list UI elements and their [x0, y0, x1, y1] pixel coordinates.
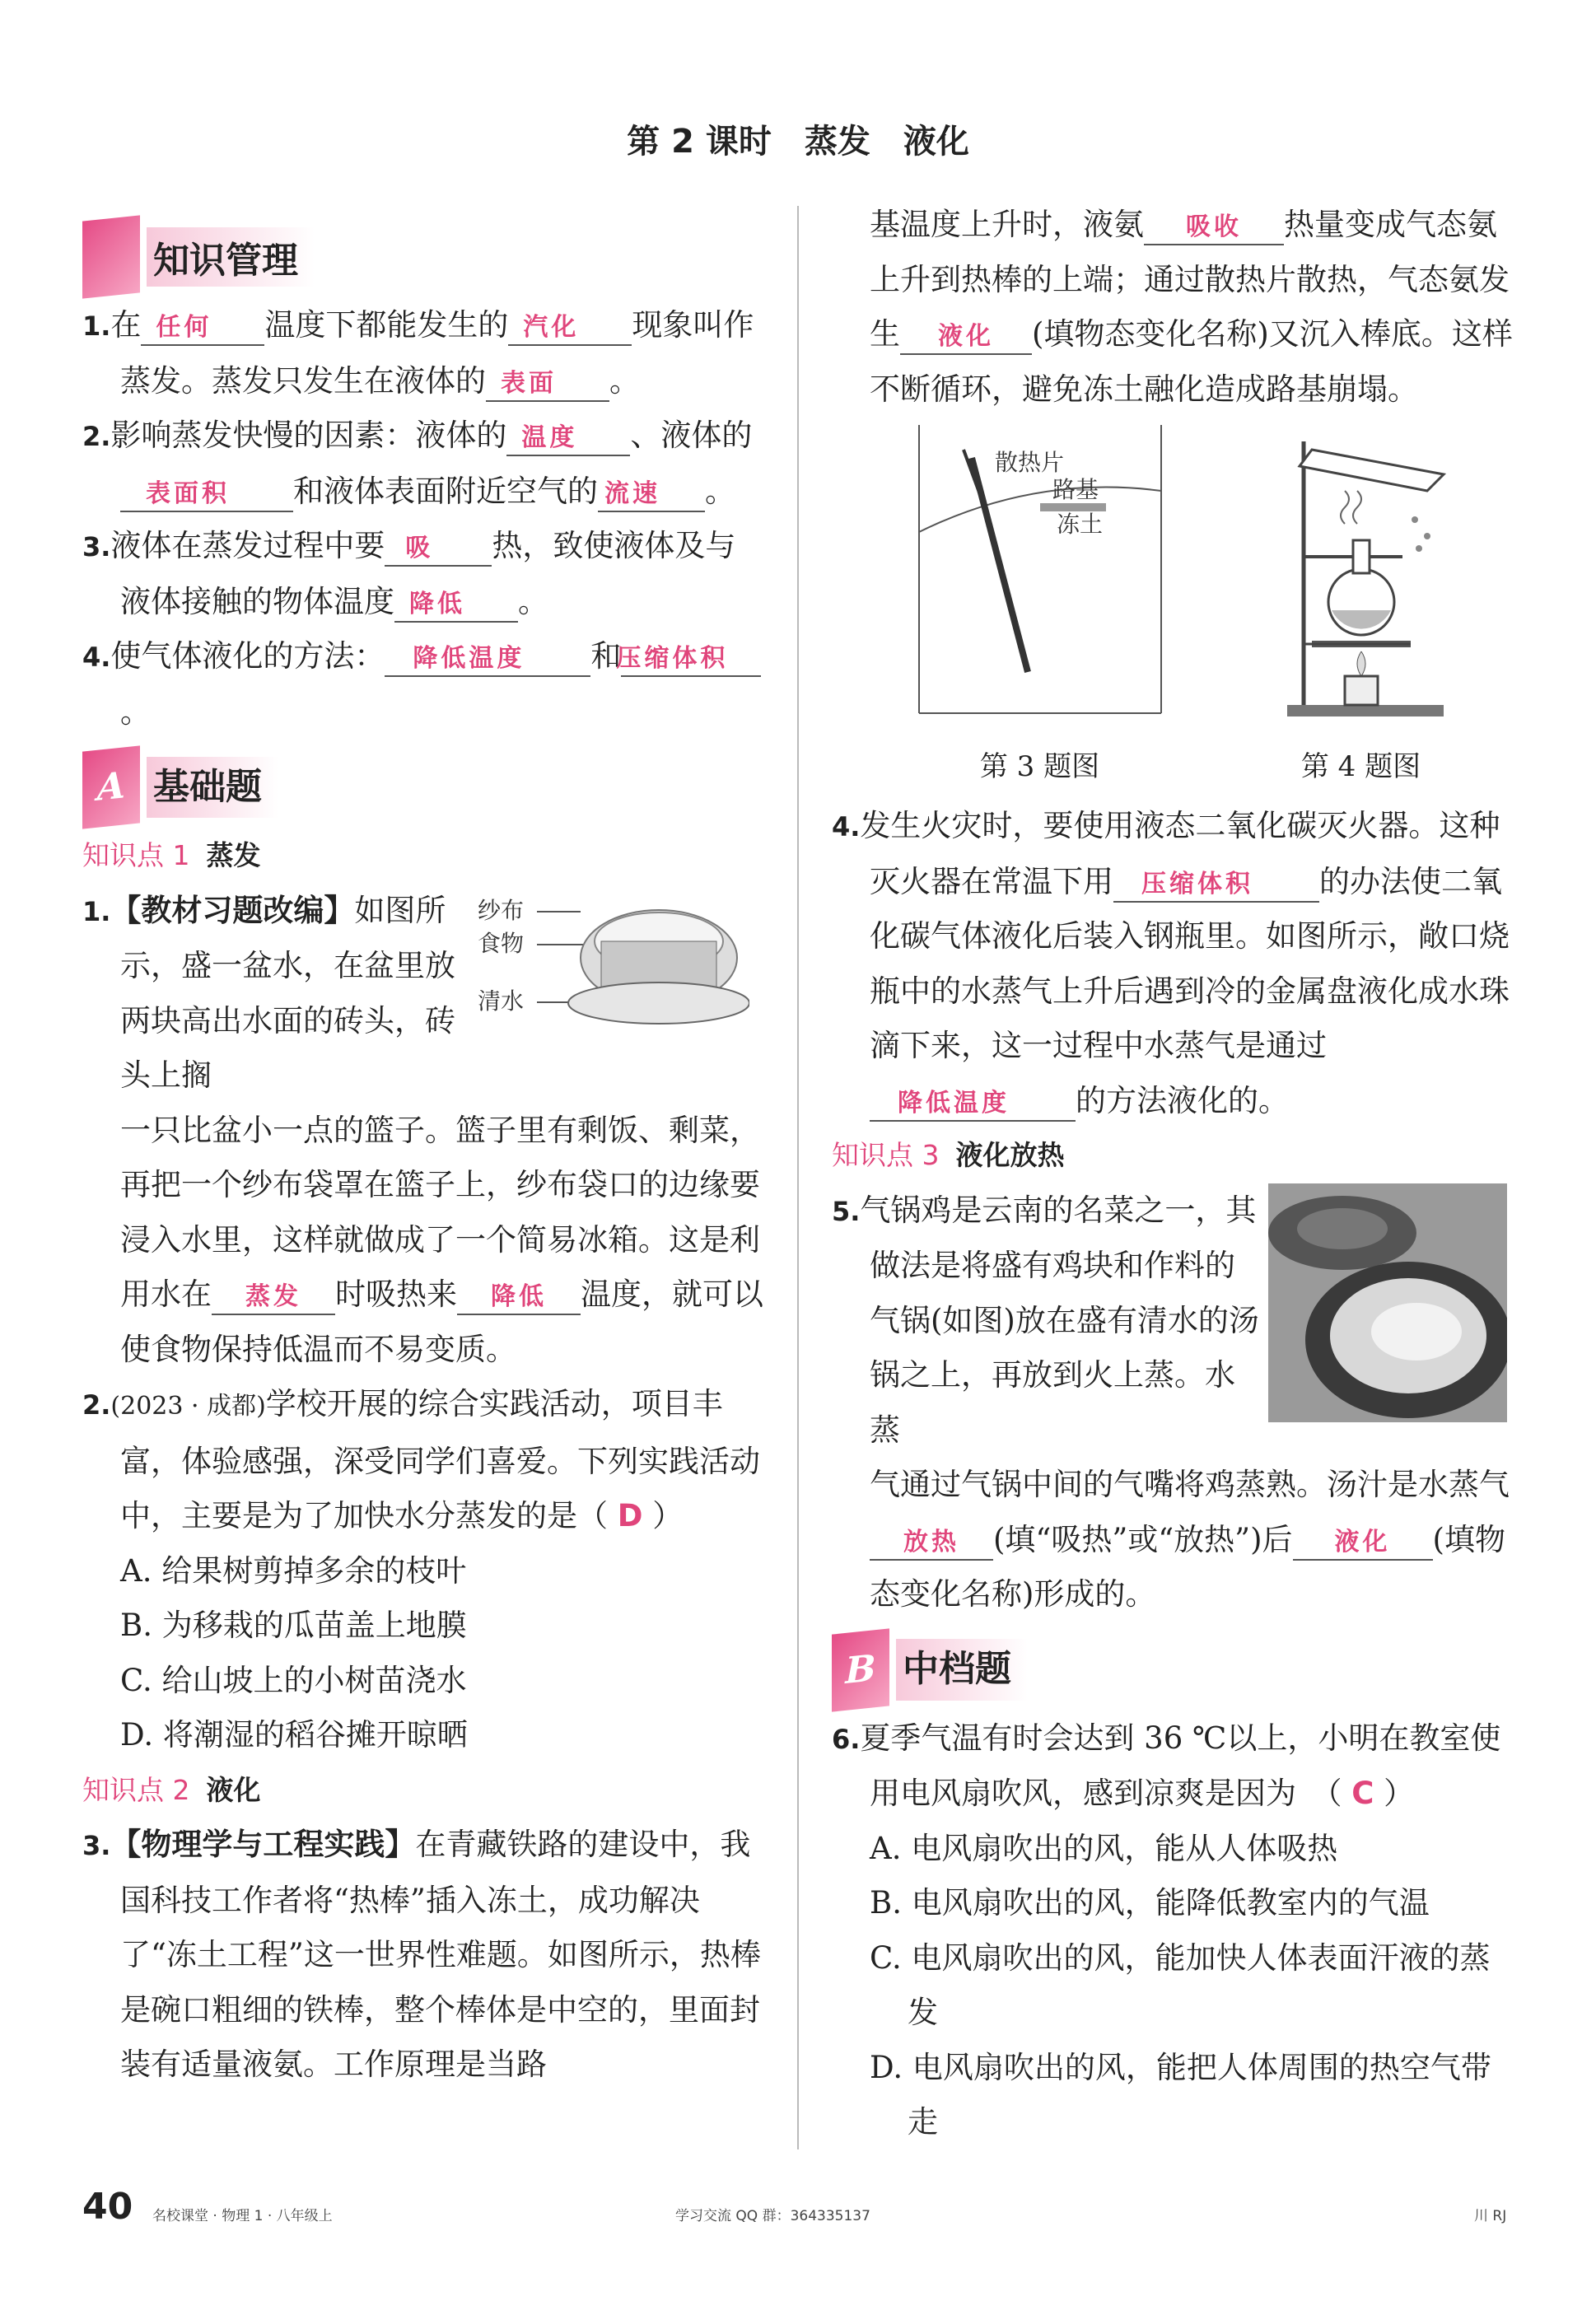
answer-blank: 温度: [506, 422, 630, 456]
option: D. 电风扇吹出的风，能把人体周围的热空气带走: [870, 2049, 1491, 2140]
option: D. 将潮湿的稻谷摊开晾晒: [120, 1717, 468, 1753]
section-letter-a: A: [82, 745, 140, 828]
answer-blank: 表面: [486, 367, 609, 402]
choice-answer: C: [1351, 1776, 1374, 1811]
section-basic: [82, 746, 764, 828]
option: B. 电风扇吹出的风，能降低教室内的气温: [870, 1885, 1430, 1921]
question-5: 5.气锅鸡是云南的名菜之一，其做法是将盛有鸡块和作料的气锅(如图)放在盛有清水的汤锅之上，再放到火上蒸。水蒸 气通过气锅中间的气嘴将鸡蒸熟。汤汁是水蒸气放热 (填“吸热”或“放热”)后 液化 (填物态变化名称)形成的。: [832, 1183, 1515, 1622]
fig-label: 路基: [1052, 476, 1099, 503]
answer-blank: 降低: [457, 1281, 581, 1315]
knowledge-point-2: 知识点 2 液化: [82, 1773, 261, 1806]
knowledge-item-3: 3.液体在蒸发过程中要 吸 热，致使液体及与液体接触的物体温度 降低 。: [82, 519, 764, 629]
column-divider: [797, 206, 799, 2149]
answer-blank: 汽化: [508, 311, 632, 346]
figure-caption: 第 3 题图: [979, 749, 1100, 783]
figures-row: [865, 425, 1507, 794]
figure-4: [1262, 425, 1460, 794]
section-tab-icon: [82, 215, 140, 298]
section-mid: [832, 1629, 1515, 1711]
knowledge-item-4: 4.使气体液化的方法： 降低温度 和压缩体积。: [82, 629, 764, 740]
section-title: 中档题: [896, 1639, 1028, 1701]
option: C. 给山坡上的小树苗浇水: [120, 1662, 467, 1698]
question-1: 1.【教材习题改编】如图所示，盛一盆水，在盆里放两块高出水面的砖头，砖头上搁 纱布 食物 清水 一只比盆小一点的篮子。篮子里有剩饭、剩菜，再把一个纱布袋罩在篮子上，纱布袋口的边缘要浸入水里，这样就做成了一个简易冰箱。这是利用水在 蒸发 时吸热来 降低 温度，就可以使食物保持低温而不易变质。: [82, 884, 764, 1378]
answer-blank: 压缩体积: [1113, 868, 1319, 903]
answer-blank: 任何: [141, 311, 264, 346]
question-2: 2.(2023 · 成都)学校开展的综合实践活动，项目丰富，体验感强，深受同学们喜爱。下列实践活动中，主要是为了加快水分蒸发的是（ D ） A. 给果树剪掉多余的枝叶 B. 为移栽的瓜苗盖上地膜 C. 给山坡上的小树苗浇水 D. 将潮湿的稻谷摊开晾晒: [82, 1377, 764, 1763]
option: C. 电风扇吹出的风，能加快人体表面汗液的蒸发: [870, 1939, 1491, 2030]
knowledge-point-3: 知识点 3 液化放热: [832, 1139, 1065, 1171]
qq-group: 学习交流 QQ 群：364335137: [675, 2208, 870, 2224]
option: A. 电风扇吹出的风，能从人体吸热: [870, 1830, 1338, 1866]
choice-answer: D: [617, 1498, 643, 1533]
knowledge-item-2: 2.影响蒸发快慢的因素：液体的 温度 、液体的表面积 和液体表面附近空气的 流速 。: [82, 408, 764, 519]
answer-blank: 表面积: [120, 478, 293, 512]
answer-blank: 吸收: [1144, 211, 1284, 245]
question-3-continued: 基温度上升时，液氨 吸收 热量变成气态氨上升到热棒的上端；通过散热片散热，气态氨发生 液化 (填物态变化名称)又沉入棒底。这样不断循环，避免冻土融化造成路基崩塌。: [870, 207, 1513, 407]
flask-diagram: [1262, 425, 1460, 721]
answer-blank: 吸: [385, 532, 492, 567]
fig-label: 纱布: [478, 896, 525, 924]
answer-blank: 降低: [394, 588, 518, 623]
figure-caption: 第 4 题图: [1300, 749, 1421, 783]
answer-blank: 降低温度: [385, 642, 590, 677]
fig-label: 清水: [478, 987, 525, 1015]
knowledge-point-1: 知识点 1 蒸发: [82, 839, 261, 871]
question-6: 6.夏季气温有时会达到 36 ℃以上，小明在教室使用电风扇吹风，感到凉爽是因为 （ C ） A. 电风扇吹出的风，能从人体吸热 B. 电风扇吹出的风，能降低教室内的气温 C. 电风扇吹出的风，能加快人体表面汗液的蒸发 D. 电风扇吹出的风，能把人体周围的热空气带走: [832, 1711, 1515, 2150]
page-number: 40: [82, 2186, 133, 2228]
page-title: 第 2 课时 蒸发 液化: [627, 123, 969, 161]
section-title: 基础题: [147, 757, 278, 819]
fig-label: 食物: [478, 929, 525, 957]
right-column: [832, 198, 1515, 2150]
option: B. 为移栽的瓜苗盖上地膜: [120, 1608, 467, 1643]
basket-figure: [478, 884, 764, 1048]
option: A. 给果树剪掉多余的枝叶: [120, 1552, 467, 1589]
heat-rod-diagram: [912, 425, 1168, 721]
knowledge-item-1: 1.在 任何 温度下都能发生的 汽化 现象叫作蒸发。蒸发只发生在液体的 表面 。: [82, 298, 764, 408]
edition-label: 川 RJ: [1474, 2208, 1507, 2224]
fig-label: 冻土: [1056, 511, 1103, 538]
section-title: 知识管理: [147, 227, 315, 287]
answer-blank: 蒸发: [212, 1281, 335, 1315]
section-letter-b: B: [832, 1628, 889, 1711]
fig-label: 散热片: [994, 449, 1064, 476]
steam-pot-photo: [1260, 1183, 1515, 1459]
question-3: 3.【物理学与工程实践】在青藏铁路的建设中，我国科技工作者将“热棒”插入冻土，成功解决了“冻土工程”这一世界性难题。如图所示，热棒是碗口粗细的铁棒，整个棒体是中空的，里面封装有适量液氨。工作原理是当路: [82, 1827, 761, 2082]
answer-blank: 降低温度: [870, 1087, 1076, 1122]
answer-blank: 压缩体积: [621, 642, 761, 677]
section-knowledge: [82, 216, 428, 298]
answer-blank: 放热: [870, 1526, 993, 1561]
answer-blank: 液化: [1293, 1526, 1433, 1561]
left-column: [82, 298, 764, 2093]
book-title: 名校课堂 · 物理 1 · 八年级上: [152, 2208, 333, 2224]
question-4: 4.发生火灾时，要使用液态二氧化碳灭火器。这种灭火器在常温下用 压缩体积 的办法使二氧化碳气体液化后装入钢瓶里。如图所示，敞口烧瓶中的水蒸气上升后遇到冷的金属盘液化成水珠滴下来，这一过程中水蒸气是通过降低温度 的方法液化的。: [832, 799, 1515, 1128]
answer-blank: 液化: [900, 320, 1032, 355]
answer-blank: 流速: [598, 478, 705, 512]
figure-3: [912, 425, 1168, 794]
